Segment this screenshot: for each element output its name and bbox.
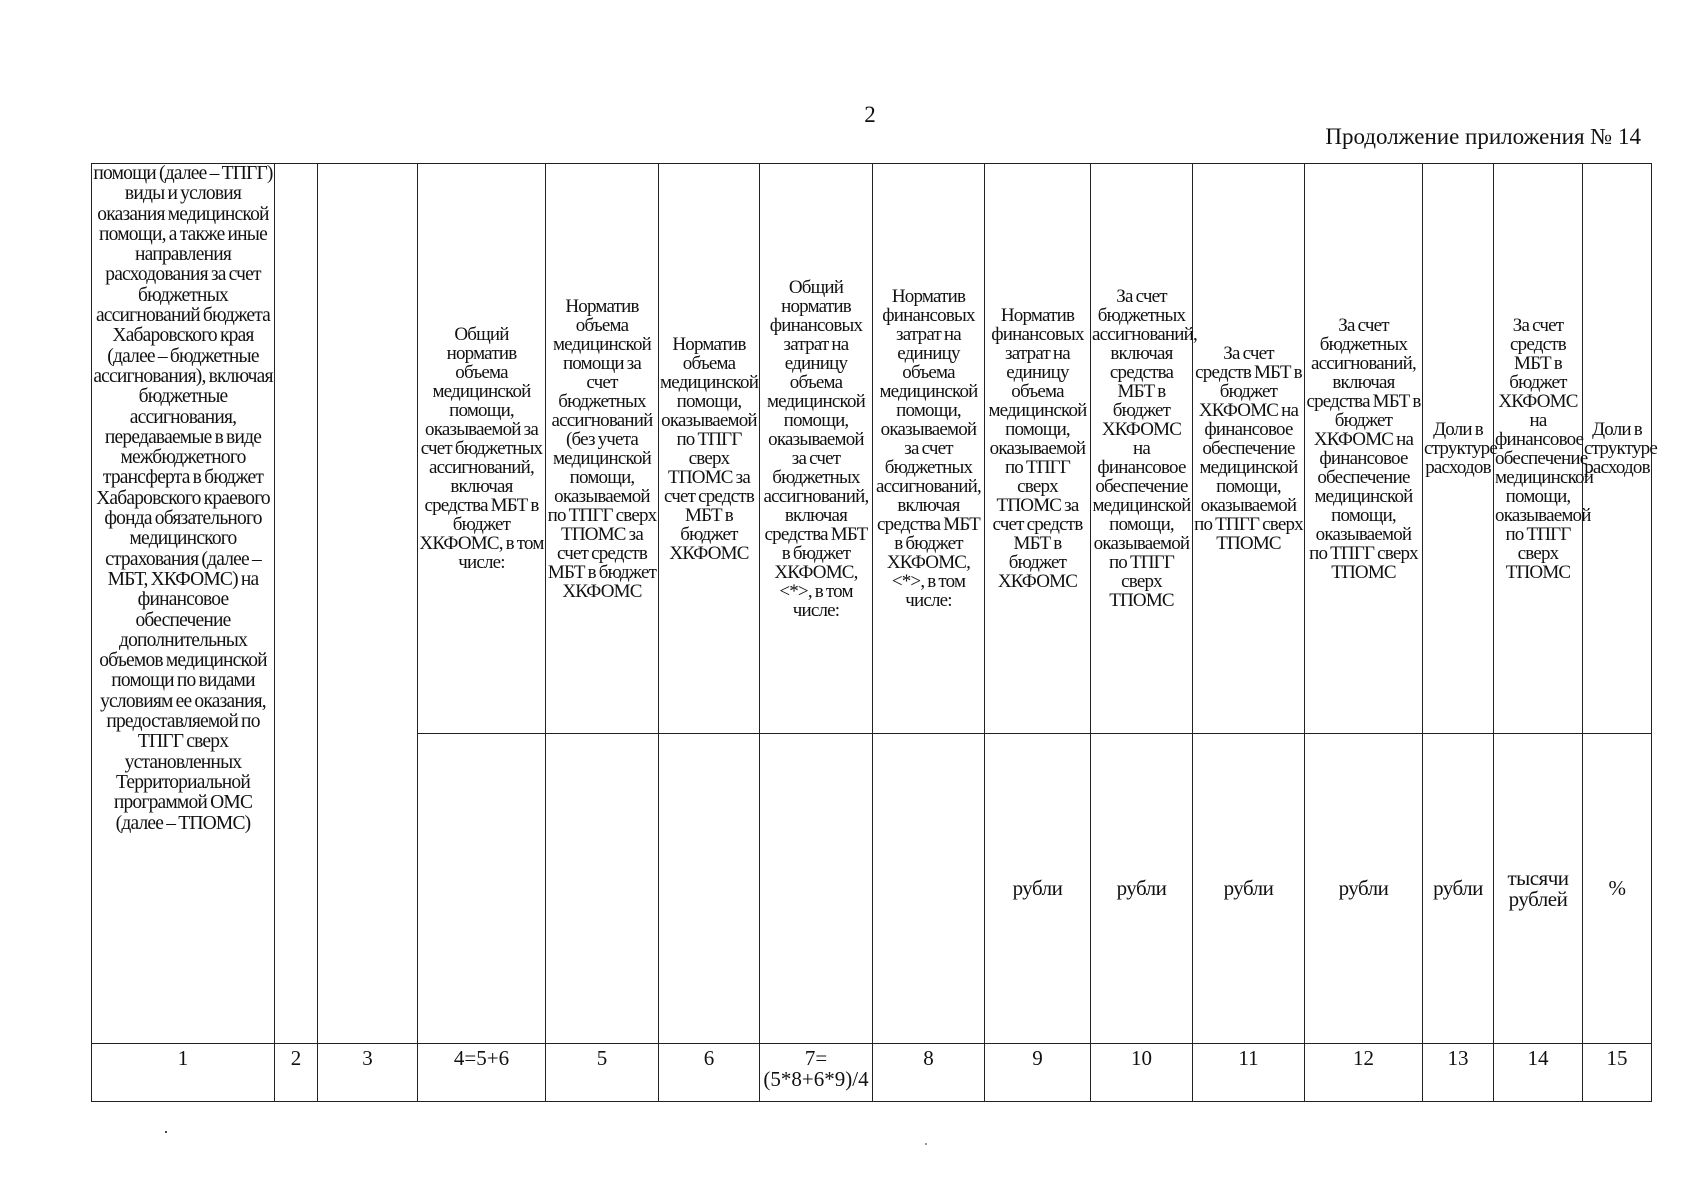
unit-cell-10: рубли [1091,734,1193,1044]
header-cell-2 [275,164,318,1044]
header-cell-4: Общий норматив объема медицинской помощи, оказываемой за счет бюджетных ассигнований, включая средства МБТ в бюджет ХКФОМС, в том числе: [418,164,546,734]
column-number-7: 7=(5*8+6*9)/4 [760,1044,873,1102]
column-number-13: 13 [1423,1044,1494,1102]
scan-speck [165,1131,167,1133]
column-number-6: 6 [659,1044,760,1102]
column-numbers-row [92,1044,1652,1102]
column-number-10: 10 [1091,1044,1193,1102]
unit-cell-13: рубли [1423,734,1494,1044]
unit-cell-7 [760,734,873,1044]
column-number-9: 9 [985,1044,1091,1102]
header-cell-5: Норматив объема медицинской помощи за счет бюджетных ассигнований (без учета медицинской помощи, оказываемой по ТПГГ сверх ТПОМС за счет средств МБТ в бюджет ХКФОМС [546,164,659,734]
column-number-2: 2 [275,1044,318,1102]
header-cell-3 [318,164,418,1044]
column-number-14: 14 [1494,1044,1583,1102]
column-number-11: 11 [1193,1044,1305,1102]
header-cell-6: Норматив объема медицинской помощи, оказываемой по ТПГГ сверх ТПОМС за счет средств МБТ в бюджет ХКФОМС [659,164,760,734]
column-number-1: 1 [92,1044,275,1102]
unit-cell-4 [418,734,546,1044]
unit-cell-12: рубли [1305,734,1423,1044]
header-cell-1: помощи (далее – ТПГГ) виды и условия оказания медицинской помощи, а также иные направления расходования за счет бюджетных ассигнований бюджета Хабаровского края (далее – бюджетные ассигнования), включая бюджетные ассигнования, передаваемые в виде межбюджетного трансферта в бюджет Хабаровского краевого фонда обязательного медицинского страхования (далее – МБТ, ХКФОМС) на финансовое обеспечение дополнительных объемов медицинской помощи по видами условиям ее оказания, предоставляемой по ТПГГ сверх установленных Территориальной программой ОМС (далее – ТПОМС) [92,164,275,1044]
header-cell-11: За счет средств МБТ в бюджет ХКФОМС на финансовое обеспечение медицинской помощи, оказываемой по ТПГГ сверх ТПОМС [1193,164,1305,734]
column-number-8: 8 [873,1044,985,1102]
unit-cell-8 [873,734,985,1044]
scan-speck [925,1143,927,1145]
norms-table [91,163,1657,1102]
header-cell-9: Норматив финансовых затрат на единицу объема медицинской помощи, оказываемой по ТПГГ сверх ТПОМС за счет средств МБТ в бюджет ХКФОМС [985,164,1091,734]
unit-cell-14: тысячи рублей [1494,734,1583,1044]
header-cell-15: Доли в структуре расходов [1583,164,1652,734]
header-row [92,164,1652,734]
header-cell-10: За счет бюджетных ассигнований, включая средства МБТ в бюджет ХКФОМС на финансовое обеспечение медицинской помощи, оказываемой по ТПГГ сверх ТПОМС [1091,164,1193,734]
header-cell-7: Общий норматив финансовых затрат на единицу объема медицинской помощи, оказываемой за счет бюджетных ассигнований, включая средства МБТ в бюджет ХКФОМС, <*>, в том числе: [760,164,873,734]
page-number: 2 [864,102,876,127]
header-cell-12: За счет бюджетных ассигнований, включая средства МБТ в бюджет ХКФОМС на финансовое обеспечение медицинской помощи, оказываемой по ТПГГ сверх ТПОМС [1305,164,1423,734]
unit-cell-5 [546,734,659,1044]
column-number-4: 4=5+6 [418,1044,546,1102]
column-number-3: 3 [318,1044,418,1102]
header-cell-8: Норматив финансовых затрат на единицу объема медицинской помощи, оказываемой за счет бюджетных ассигнований, включая средства МБТ в бюджет ХКФОМС, <*>, в том числе: [873,164,985,734]
unit-cell-11: рубли [1193,734,1305,1044]
unit-cell-6 [659,734,760,1044]
unit-cell-15: % [1583,734,1652,1044]
unit-cell-9: рубли [985,734,1091,1044]
appendix-continuation-title: Продолжение приложения № 14 [1325,124,1641,149]
column-number-12: 12 [1305,1044,1423,1102]
header-cell-14: За счет средств МБТ в бюджет ХКФОМС на финансовое обеспечение медицинской помощи, оказываемой по ТПГГ сверх ТПОМС [1494,164,1583,734]
column-number-15: 15 [1583,1044,1652,1102]
header-cell-13: Доли в структуре расходов [1423,164,1494,734]
column-number-5: 5 [546,1044,659,1102]
